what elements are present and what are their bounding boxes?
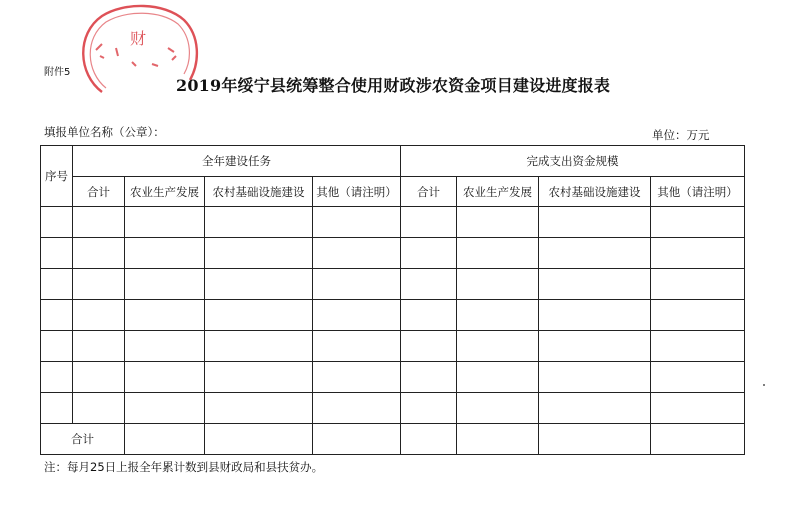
table-row (41, 207, 745, 238)
table-cell[interactable] (651, 300, 745, 331)
table-row (41, 362, 745, 393)
table-cell[interactable] (41, 362, 73, 393)
table-cell[interactable] (125, 393, 205, 424)
table-cell[interactable] (73, 393, 125, 424)
table-cell[interactable] (401, 269, 457, 300)
table-cell[interactable] (313, 207, 401, 238)
table-cell[interactable] (73, 238, 125, 269)
table-cell[interactable] (457, 207, 539, 238)
table-cell[interactable] (313, 331, 401, 362)
table-cell[interactable] (125, 207, 205, 238)
table-cell[interactable] (457, 424, 539, 455)
table-cell[interactable] (313, 238, 401, 269)
table-cell[interactable] (401, 300, 457, 331)
table-cell[interactable] (401, 393, 457, 424)
table-cell[interactable] (313, 393, 401, 424)
table-cell[interactable] (651, 238, 745, 269)
task-rural-infrastructure-header: 农村基础设施建设 (205, 177, 313, 207)
table-row (41, 300, 745, 331)
table-cell[interactable] (73, 269, 125, 300)
table-cell[interactable] (125, 331, 205, 362)
table-cell[interactable] (539, 207, 651, 238)
table-cell[interactable] (651, 362, 745, 393)
table-cell[interactable] (651, 424, 745, 455)
table-cell[interactable] (539, 362, 651, 393)
table-cell[interactable] (539, 238, 651, 269)
table-row (41, 269, 745, 300)
table-cell[interactable] (73, 331, 125, 362)
table-cell[interactable] (73, 362, 125, 393)
table-cell[interactable] (651, 393, 745, 424)
table-cell[interactable] (401, 362, 457, 393)
table-cell[interactable] (41, 393, 73, 424)
header-row-1 (41, 146, 745, 177)
table-cell[interactable] (539, 331, 651, 362)
table-row (41, 238, 745, 269)
table-cell[interactable] (651, 269, 745, 300)
table-cell[interactable] (313, 300, 401, 331)
table-cell[interactable] (457, 331, 539, 362)
spend-total-header: 合计 (401, 177, 457, 207)
table-cell[interactable] (125, 269, 205, 300)
table-cell[interactable] (457, 238, 539, 269)
footnote: 注：每月25日上报全年累计数到县财政局和县扶贫办。 (44, 460, 324, 474)
table-row (41, 393, 745, 424)
table-row (41, 331, 745, 362)
table-cell[interactable] (651, 207, 745, 238)
table-cell[interactable] (205, 300, 313, 331)
table-cell[interactable] (401, 207, 457, 238)
table-cell[interactable] (41, 207, 73, 238)
task-agri-production-header: 农业生产发展 (125, 177, 205, 207)
table-cell[interactable] (205, 238, 313, 269)
table-cell[interactable] (457, 300, 539, 331)
table-cell[interactable] (205, 393, 313, 424)
header-row-2 (41, 177, 745, 207)
table-cell[interactable] (457, 393, 539, 424)
attachment-label: 附件5 (44, 67, 71, 78)
table-cell[interactable] (205, 424, 313, 455)
table-cell[interactable] (401, 238, 457, 269)
table-cell[interactable] (125, 300, 205, 331)
page-title: 2019年绥宁县统筹整合使用财政涉农资金项目建设进度报表 (176, 76, 611, 95)
table-cell[interactable] (205, 207, 313, 238)
table-cell[interactable] (539, 269, 651, 300)
table-cell[interactable] (41, 300, 73, 331)
table-cell[interactable] (205, 331, 313, 362)
table-cell[interactable] (401, 331, 457, 362)
table-cell[interactable] (313, 424, 401, 455)
table-cell[interactable] (401, 424, 457, 455)
table-cell[interactable] (41, 238, 73, 269)
table-cell[interactable] (313, 362, 401, 393)
filler-unit-label: 填报单位名称（公章）： (44, 125, 165, 139)
annual-task-header: 全年建设任务 (73, 146, 401, 177)
task-total-header: 合计 (73, 177, 125, 207)
table-cell[interactable] (205, 362, 313, 393)
progress-report-table (40, 145, 745, 455)
seal-text: 财 (129, 29, 147, 48)
table-cell[interactable] (125, 362, 205, 393)
task-other-header: 其他（请注明） (313, 177, 401, 207)
table-cell[interactable] (41, 331, 73, 362)
table-cell[interactable] (125, 238, 205, 269)
completed-spending-header: 完成支出资金规模 (401, 146, 745, 177)
table-cell[interactable] (539, 300, 651, 331)
scan-speck (763, 384, 765, 386)
total-row (41, 424, 745, 455)
table-cell[interactable] (539, 393, 651, 424)
unit-label: 单位：万元 (652, 128, 710, 142)
table-cell[interactable] (313, 269, 401, 300)
table-cell[interactable] (457, 362, 539, 393)
table-cell[interactable] (73, 207, 125, 238)
table-cell[interactable] (125, 424, 205, 455)
total-label: 合计 (41, 424, 125, 455)
spend-rural-infrastructure-header: 农村基础设施建设 (539, 177, 651, 207)
spend-agri-production-header: 农业生产发展 (457, 177, 539, 207)
spend-other-header: 其他（请注明） (651, 177, 745, 207)
table-cell[interactable] (539, 424, 651, 455)
table-cell[interactable] (41, 269, 73, 300)
table-cell[interactable] (457, 269, 539, 300)
table-cell[interactable] (73, 300, 125, 331)
seq-header: 序号 (41, 146, 73, 207)
table-cell[interactable] (205, 269, 313, 300)
table-cell[interactable] (651, 331, 745, 362)
